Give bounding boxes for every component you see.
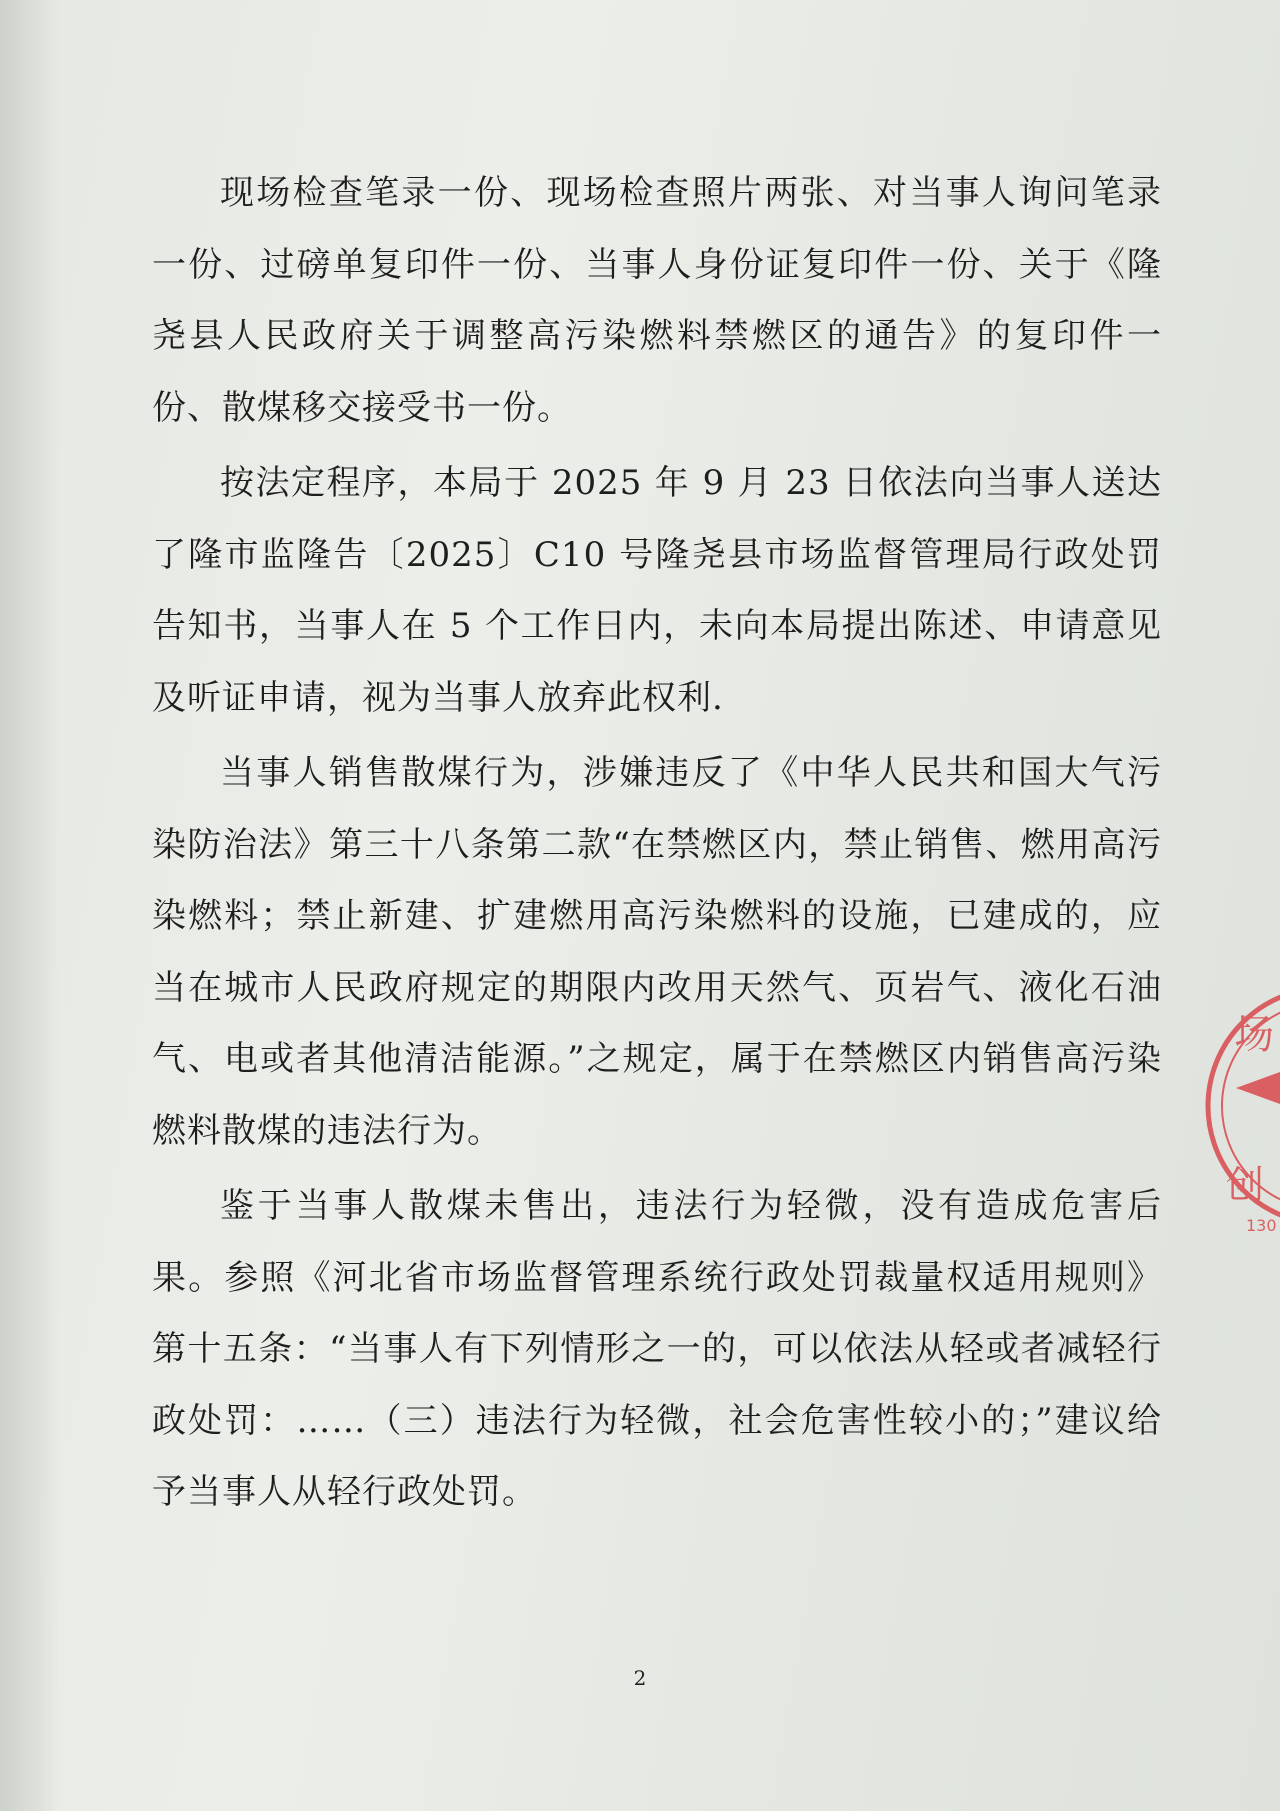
official-seal-partial bbox=[1196, 976, 1280, 1236]
paragraph-evidence-list: 现场检查笔录一份、现场检查照片两张、对当事人询问笔录一份、过磅单复印件一份、当事人身份证复印件一份、关于《隆尧县人民政府关于调整高污染燃料禁燃区的通告》的复印件一份、散煤移交接受书一份。 bbox=[152, 173, 1162, 428]
document-body bbox=[152, 158, 1162, 1533]
paragraph-notice-served: 按法定程序，本局于 2025 年 9 月 23 日依法向当事人送达了隆市监隆告〔2025〕C10 号隆尧县市场监督管理局行政处罚告知书，当事人在 5 个工作日内，未向本局提出陈述、申请意见及听证申请，视为当事人放弃此权利. bbox=[152, 463, 1162, 718]
paragraph-violation: 当事人销售散煤行为，涉嫌违反了《中华人民共和国大气污染防治法》第三十八条第二款“在禁燃区内，禁止销售、燃用高污染燃料；禁止新建、扩建燃用高污染燃料的设施，已建成的，应当在城市人民政府规定的期限内改用天然气、页岩气、液化石油气、电或者其他清洁能源。”之规定，属于在禁燃区内销售高污染燃料散煤的违法行为。 bbox=[152, 753, 1162, 1151]
binding-shadow bbox=[0, 0, 60, 1811]
seal-char-1: 场 bbox=[1234, 1012, 1274, 1058]
seal-char-2: 创 bbox=[1226, 1163, 1265, 1207]
page-number: 2 bbox=[633, 1666, 647, 1690]
paragraph-penalty-recommendation: 鉴于当事人散煤未售出，违法行为轻微，没有造成危害后果。参照《河北省市场监督管理系统行政处罚裁量权适用规则》第十五条：“当事人有下列情形之一的，可以依法从轻或者减轻行政处罚：……（三）违法行为轻微，社会危害性较小的；”建议给予当事人从轻行政处罚。 bbox=[152, 1186, 1162, 1512]
seal-number: 130 bbox=[1246, 1216, 1277, 1235]
